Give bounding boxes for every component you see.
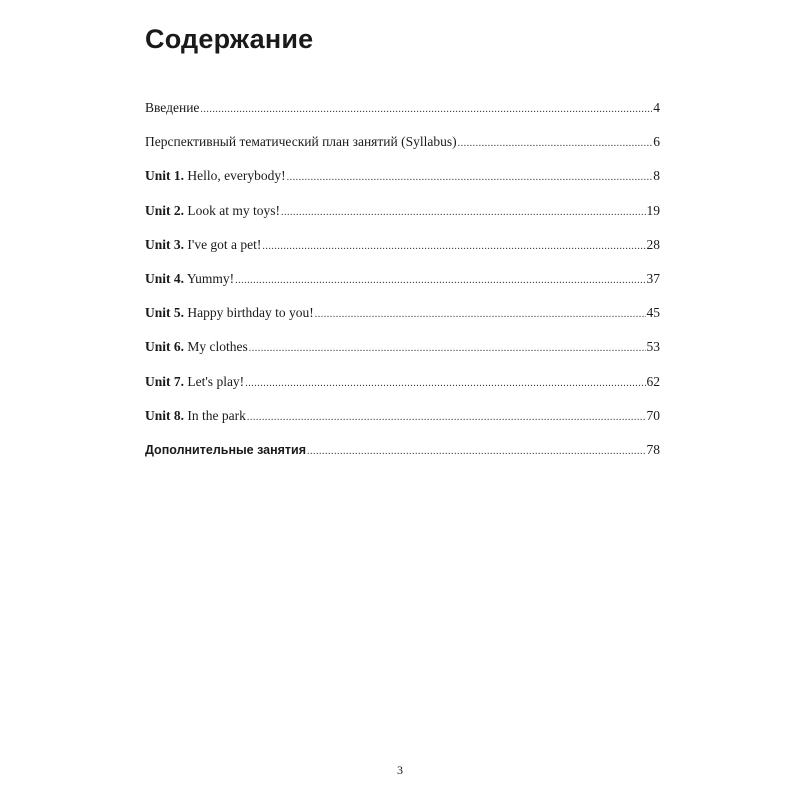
toc-entry-page: 6 xyxy=(653,134,660,150)
dot-leader xyxy=(247,406,646,430)
table-of-contents xyxy=(145,96,660,472)
toc-entry-unit-2[interactable] xyxy=(145,199,660,233)
toc-entry-page: 19 xyxy=(646,202,660,218)
toc-entry-heading xyxy=(145,301,314,325)
dot-leader xyxy=(287,166,653,190)
toc-entry-unit-label: Unit 3. xyxy=(145,236,185,252)
toc-entry-heading xyxy=(145,267,234,291)
dot-leader xyxy=(235,269,645,293)
toc-entry-title: Let's play! xyxy=(187,373,245,389)
toc-entry-page: 37 xyxy=(646,270,660,286)
dot-leader xyxy=(262,235,645,259)
toc-entry-page: 78 xyxy=(646,441,660,457)
dot-leader xyxy=(249,337,646,361)
toc-entry-introduction[interactable] xyxy=(145,96,660,130)
toc-entry-title: Yummy! xyxy=(186,270,235,286)
toc-entry-syllabus[interactable] xyxy=(145,130,660,164)
toc-entry-unit-label: Unit 1. xyxy=(145,168,185,184)
toc-entry-title: Look at my toys! xyxy=(187,202,281,218)
dot-leader xyxy=(245,372,645,396)
toc-entry-page: 70 xyxy=(646,407,660,423)
toc-entry-unit-3[interactable] xyxy=(145,233,660,267)
toc-entry-page: 4 xyxy=(653,100,660,115)
toc-entry-title: My clothes xyxy=(187,339,248,355)
toc-entry-heading xyxy=(145,199,280,223)
toc-entry-title: I've got a pet! xyxy=(187,236,262,252)
dot-leader xyxy=(281,201,645,225)
toc-entry-title: Дополнительные занятия xyxy=(145,442,307,457)
toc-entry-unit-label: Unit 7. xyxy=(145,373,185,389)
toc-entry-unit-label: Unit 5. xyxy=(145,305,185,321)
toc-entry-page: 62 xyxy=(646,373,660,389)
toc-entry-unit-8[interactable] xyxy=(145,404,660,438)
toc-entry-title: Введение xyxy=(145,100,200,115)
toc-entry-additional-lessons[interactable] xyxy=(145,438,660,472)
page-title: Содержание xyxy=(145,24,314,54)
footer-page-number: 3 xyxy=(397,763,403,777)
toc-entry-unit-4[interactable] xyxy=(145,267,660,301)
dot-leader xyxy=(315,303,646,327)
toc-entry-unit-5[interactable] xyxy=(145,301,660,335)
toc-entry-title: Перспективный тематический план занятий (Syllabus) xyxy=(145,134,457,150)
toc-entry-heading xyxy=(145,233,261,257)
toc-entry-page: 28 xyxy=(646,236,660,252)
toc-entry-title: Hello, everybody! xyxy=(187,168,286,184)
toc-entry-title: Happy birthday to you! xyxy=(187,305,314,321)
toc-entry-unit-7[interactable] xyxy=(145,370,660,404)
toc-entry-page: 45 xyxy=(646,305,660,321)
toc-entry-unit-label: Unit 6. xyxy=(145,339,185,355)
toc-entry-title: In the park xyxy=(187,407,246,423)
toc-entry-unit-label: Unit 8. xyxy=(145,407,185,423)
toc-entry-unit-label: Unit 2. xyxy=(145,202,185,218)
toc-entry-page: 8 xyxy=(653,168,660,184)
toc-entry-unit-label: Unit 4. xyxy=(145,270,185,286)
toc-entry-heading xyxy=(145,370,244,394)
toc-entry-unit-1[interactable] xyxy=(145,164,660,198)
toc-entry-unit-6[interactable] xyxy=(145,335,660,369)
toc-entry-heading xyxy=(145,335,248,359)
toc-entry-heading xyxy=(145,164,286,188)
dot-leader xyxy=(200,98,652,122)
dot-leader xyxy=(307,440,645,464)
toc-entry-heading xyxy=(145,404,246,428)
toc-entry-page: 53 xyxy=(646,339,660,355)
dot-leader xyxy=(458,132,653,156)
